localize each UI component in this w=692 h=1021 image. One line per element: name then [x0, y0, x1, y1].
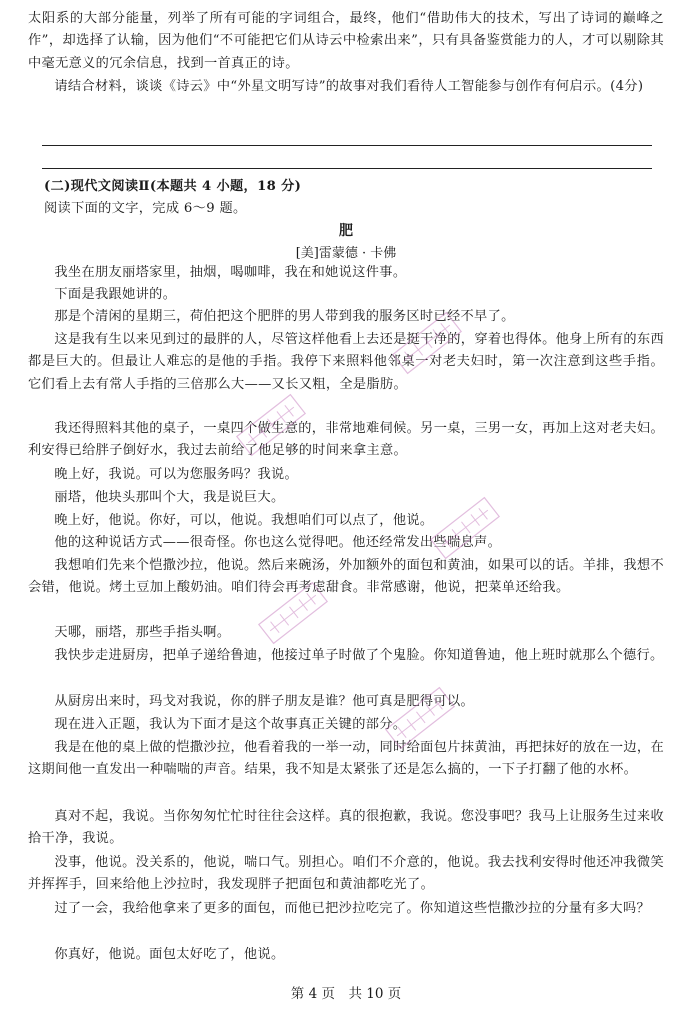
story-paragraph: 他的这种说话方式——很奇怪。你也这么觉得吧。他还经常发出些喘息声。 [54, 535, 502, 550]
story-paragraph: 你真好，他说。面包太好吃了，他说。 [54, 947, 285, 962]
story-paragraph: 下面是我跟她讲的。 [54, 287, 177, 302]
answer-line-1 [42, 145, 652, 146]
story-paragraph: 晚上好，我说。可以为您服务吗？我说。 [54, 467, 299, 482]
story-paragraph: 我还得照料其他的桌子，一桌四个做生意的，非常地难伺候。另一桌，三男一女，再加上这对老夫妇。利安得已给胖子倒好水，我过去前给了他足够的时间来拿主意。 [28, 421, 664, 459]
story-paragraph: 没事，他说。没关系的，他说，喘口气。别担心。咱们不介意的，他说。我去找利安得时他还冲我微笑并挥挥手，回来给他上沙拉时，我发现胖子把面包和黄油都吃光了。 [28, 855, 664, 893]
section-heading: (二)现代文阅读Ⅱ(本题共 4 小题，18 分) [44, 179, 302, 194]
story-paragraph: 丽塔，他块头那叫个大，我是说巨大。 [54, 490, 285, 505]
story-paragraph: 真对不起，我说。当你匆匆忙忙时往往会这样。真的很抱歉，我说。您没事吧？我马上让服务生过来收拾干净，我说。 [28, 809, 664, 847]
story-paragraph: 我想咱们先来个恺撒沙拉，他说。然后来碗汤，外加额外的面包和黄油，如果可以的话。羊排，我想不会错，他说。烤土豆加上酸奶油。咱们待会再考虑甜食。非常感谢，他说，把菜单还给我。 [28, 558, 664, 596]
story-paragraph: 那是个清闲的星期三，荷伯把这个肥胖的男人带到我的服务区时已经不早了。 [54, 309, 515, 324]
page-footer: 第 4 页 共 10 页 [290, 986, 402, 1002]
story-paragraph: 我是在他的桌上做的恺撒沙拉，他看着我的一举一动，同时给面包片抹黄油，再把抹好的放在一边，在这期间他一直发出一种喘喘的声音。结果，我不知是太紧张了还是怎么搞的，一下子打翻了他的水杯。 [28, 740, 664, 778]
answer-line-2 [42, 168, 652, 169]
previous-passage-ending: 太阳系的大部分能量，列举了所有可能的字词组合，最终，他们“借助伟大的技术，写出了诗词的巅峰之作”，却选择了认输，因为他们“不可能把它们从诗云中检索出来”，只有具备鉴赏能力的人，才可以剔除其中毫无意义的冗余信息，找到一首真正的诗。 [28, 11, 664, 71]
story-paragraph: 我快步走进厨房，把单子递给鲁迪，他接过单子时做了个鬼脸。你知道鲁迪，他上班时就那么个德行。 [54, 648, 664, 663]
story-paragraph: 晚上好，他说。你好，可以，他说。我想咱们可以点了，他说。 [54, 513, 434, 528]
story-paragraph: 过了一会，我给他拿来了更多的面包，而他已把沙拉吃完了。你知道这些恺撒沙拉的分量有多大吗？ [54, 901, 651, 916]
story-title: 肥 [339, 223, 353, 239]
story-paragraph: 现在进入正题，我认为下面才是这个故事真正关键的部分。 [54, 717, 407, 732]
question-5-prompt: 请结合材料，谈谈《诗云》中“外星文明写诗”的故事对我们看待人工智能参与创作有何启示。(4分) [54, 79, 644, 94]
story-paragraph: 天哪，丽塔，那些手指头啊。 [54, 625, 231, 640]
story-paragraph: 从厨房出来时，玛戈对我说，你的胖子朋友是谁？他可真是肥得可以。 [54, 694, 475, 709]
story-author: [美]雷蒙德 · 卡佛 [295, 246, 397, 261]
section-instruction: 阅读下面的文字，完成 6～9 题。 [44, 201, 247, 216]
story-paragraph: 这是我有生以来见到过的最胖的人，尽管这样他看上去还是挺干净的，穿着也得体。他身上所有的东西都是巨大的。但最让人难忘的是他的手指。我停下来照料他邻桌一对老夫妇时，第一次注意到这些手指。它们看上去有常人手指的三倍那么大——又长又粗，全是脂肪。 [28, 332, 664, 392]
story-paragraph: 我坐在朋友丽塔家里，抽烟，喝咖啡，我在和她说这件事。 [54, 265, 407, 280]
